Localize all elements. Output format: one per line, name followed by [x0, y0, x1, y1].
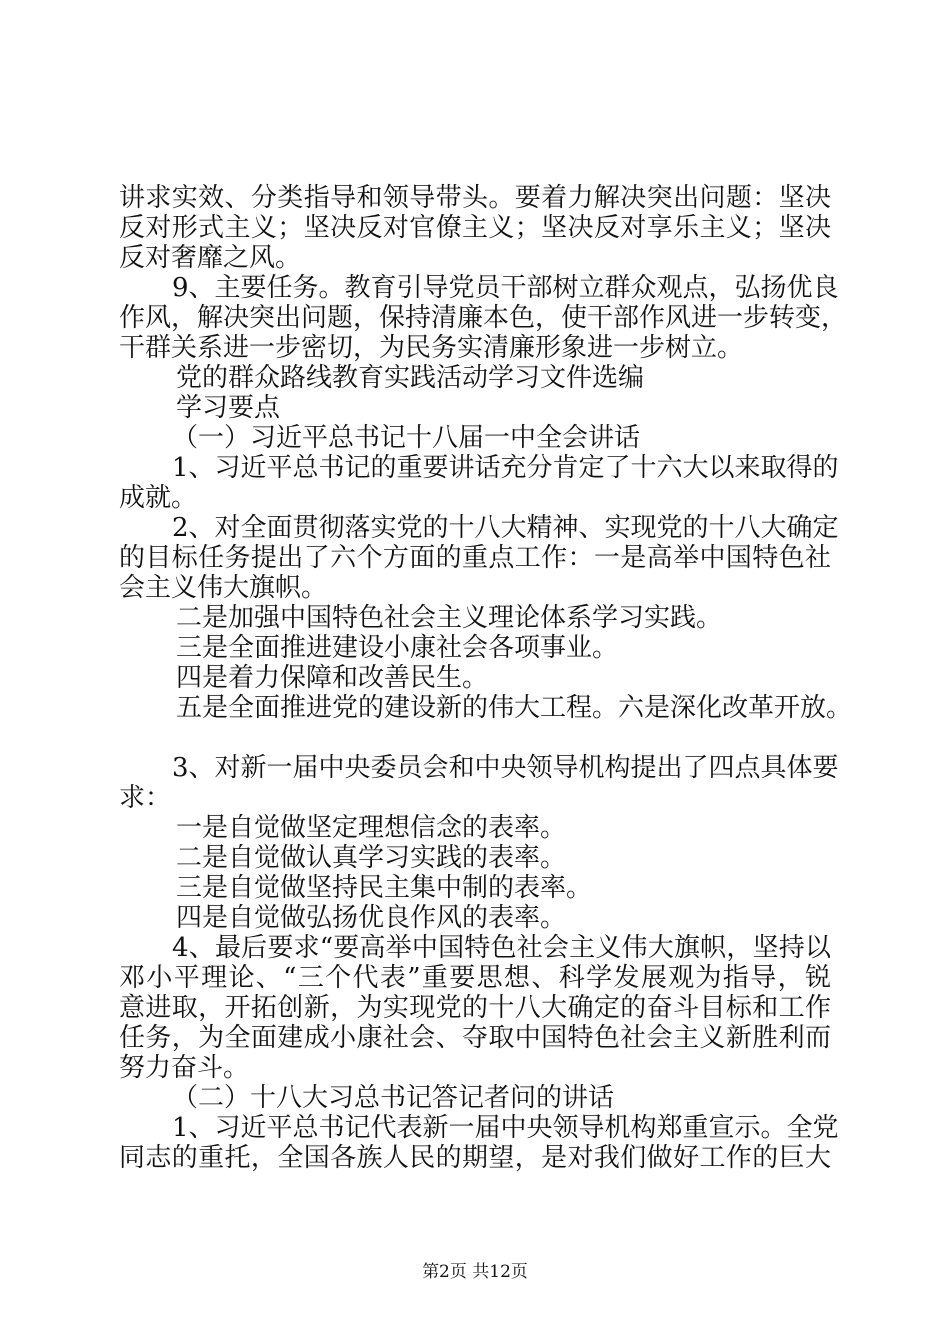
paragraph-start-line: 9、主要任务。教育引导党员干部树立群众观点，弘扬优良 — [172, 273, 839, 303]
paragraph-start-line: 1、习近平总书记的重要讲话充分肯定了十六大以来取得的 — [172, 453, 839, 483]
subsection-heading: （一）习近平总书记十八届一中全会讲话 — [172, 423, 641, 453]
text-line: 作风，解决突出问题，保持清廉本色，使干部作风进一步转变， — [119, 303, 848, 333]
text-line: 会主义伟大旗帜。 — [119, 573, 328, 603]
text-line: 反对奢靡之风。 — [119, 243, 302, 273]
text-line: 讲求实效、分类指导和领导带头。要着力解决突出问题：坚决 — [119, 183, 831, 213]
list-item: 四是自觉做弘扬优良作风的表率。 — [176, 903, 567, 933]
paragraph-start-line: 4、最后要求“要高举中国特色社会主义伟大旗帜，坚持以 — [172, 933, 831, 963]
list-item: 二是自觉做认真学习实践的表率。 — [176, 843, 567, 873]
list-item: 四是着力保障和改善民生。 — [176, 663, 489, 693]
paragraph-start-line: 3、对新一届中央委员会和中央领导机构提出了四点具体要 — [172, 753, 839, 783]
text-line: 反对形式主义；坚决反对官僚主义；坚决反对享乐主义；坚决 — [119, 213, 831, 243]
text-line: 意进取，开拓创新，为实现党的十八大确定的奋斗目标和工作 — [119, 993, 831, 1023]
paragraph-start-line: 2、对全面贯彻落实党的十八大精神、实现党的十八大确定 — [172, 513, 839, 543]
list-item: 三是全面推进建设小康社会各项事业。 — [176, 633, 619, 663]
list-item: 二是加强中国特色社会主义理论体系学习实践。 — [176, 603, 723, 633]
list-item: 五是全面推进党的建设新的伟大工程。六是深化改革开放。 — [176, 693, 853, 723]
section-subtitle: 学习要点 — [176, 393, 281, 423]
paragraph-start-line: 1、习近平总书记代表新一届中央领导机构郑重宣示。全党 — [172, 1113, 839, 1143]
text-line: 求： — [119, 783, 172, 813]
text-line: 干群关系进一步密切，为民务实清廉形象进一步树立。 — [119, 333, 744, 363]
list-item: 一是自觉做坚定理想信念的表率。 — [176, 813, 567, 843]
section-title: 党的群众路线教育实践活动学习文件选编 — [176, 363, 645, 393]
text-line: 成就。 — [119, 483, 198, 513]
text-line: 努力奋斗。 — [119, 1053, 250, 1083]
text-line: 邓小平理论、“三个代表”重要思想、科学发展观为指导，锐 — [119, 963, 831, 993]
list-item: 三是自觉做坚持民主集中制的表率。 — [176, 873, 593, 903]
text-line: 的目标任务提出了六个方面的重点工作：一是高举中国特色社 — [119, 543, 831, 573]
subsection-heading: （二）十八大习总书记答记者问的讲话 — [172, 1083, 615, 1113]
page-number-footer: 第2页 共12页 — [422, 1262, 528, 1282]
text-line: 同志的重托，全国各族人民的期望，是对我们做好工作的巨大 — [119, 1143, 831, 1173]
text-line: 任务，为全面建成小康社会、夺取中国特色社会主义新胜利而 — [119, 1023, 831, 1053]
